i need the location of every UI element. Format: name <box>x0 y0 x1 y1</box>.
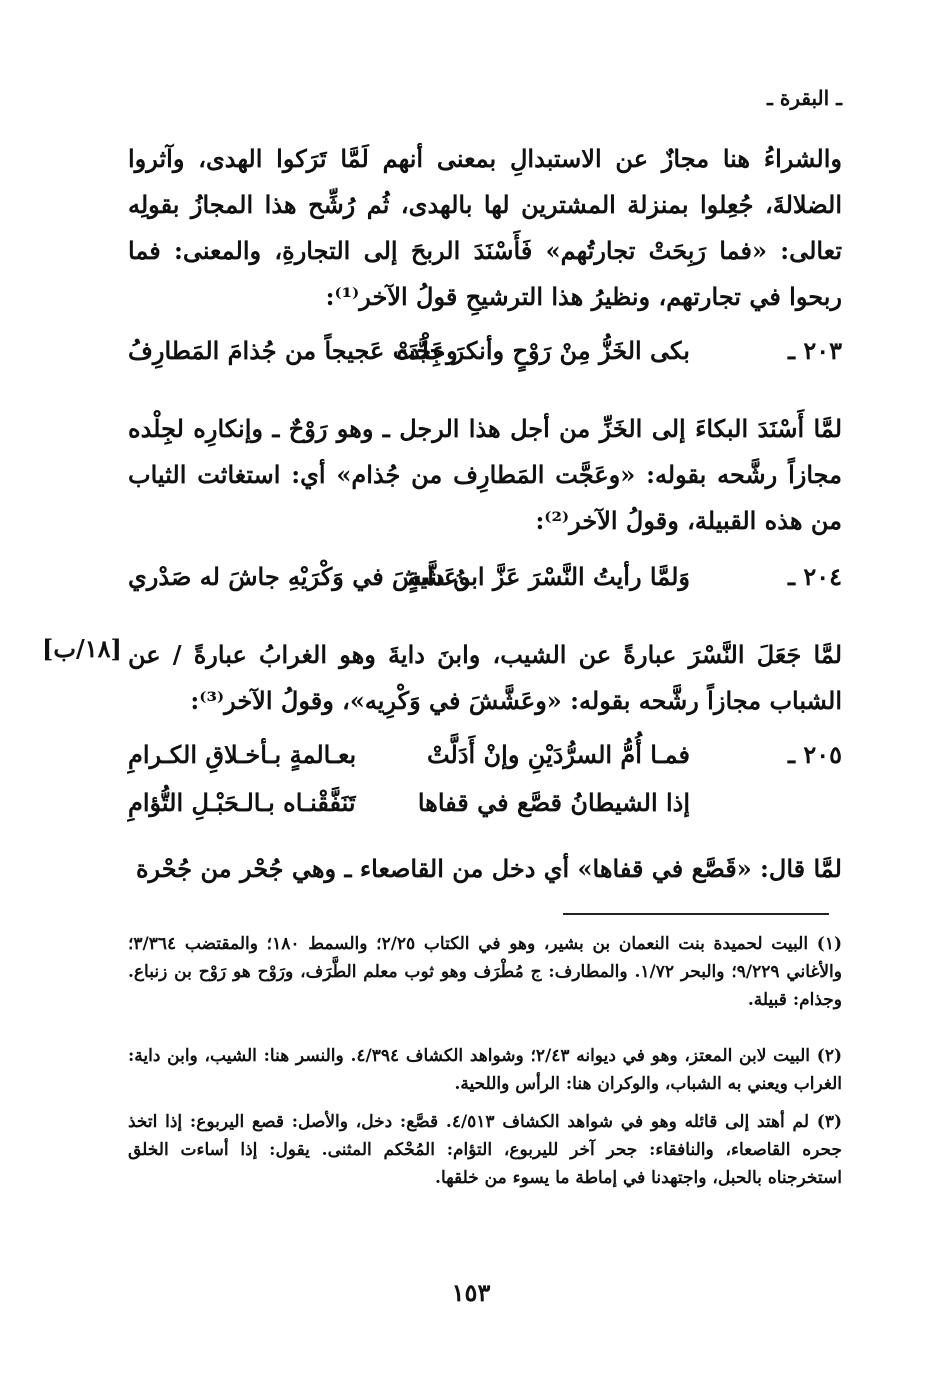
verse-hemistich-first: إذا الشيطانُ قصَّع في قفاها <box>417 788 690 817</box>
paragraph-1 <box>128 136 842 320</box>
paragraph-text: لمَّا جَعَلَ النَّسْرَ عبارةً عن الشيب، وابنَ دايةَ وهو الغرابُ عبارةً / عن الشباب مجازاً رشَّحه بقوله: «وعَشَّشَ في وَكْرِيه»، وقولُ الآخر⁽³⁾: <box>128 640 842 715</box>
verse-hemistich-second: وعَشَّشَ في وَكْرَيْهِ جاشَ له صَدْري <box>128 562 470 591</box>
paragraph-text: لمَّا قال: «قَصَّع في قفاها» أي دخل من القاصعاء ـ وهي جُحْر من جُحْرة <box>135 854 842 883</box>
paragraph-text: والشراءُ هنا مجازٌ عن الاستبدالِ بمعنى أنهم لَمَّا تَرَكوا الهدى، وآثروا الضلالةَ، جُعِلوا بمنزلة المشترين لها بالهدى، ثُم رُشِّح هذا المجازُ بقولِه تعالى: «فما رَبِحَتْ تجارتُهم» فَأَسْنَدَ الربحَ إلى التجارةِ، والمعنى: فما ربحوا في تجارتهم، ونظيرُ هذا الترشيحِ قولُ الآخر⁽¹⁾: <box>128 144 842 311</box>
footnote-text: (٣) لم أهتد إلى قائله وهو في شواهد الكشاف ٤/٥١٣. قصَّع: دخل، والأصل: قصع اليربوع: إذا اتخذ جحره القاصعاء، والنافقاء: جحر آخر لليربوع، التؤام: المُحْكم المثنى. يقول: إذا أساءت الخلق استخرجناه بالحبل، واجتهدنا في إماطة ما يسوء من خلقها. <box>128 1112 843 1188</box>
verse-hemistich-second: وعَجَّتْ عَجيجاً من جُذامَ المَطارِفُ <box>128 336 458 365</box>
footnote-text: (١) البيت لحميدة بنت النعمان بن بشير، وهو في الكتاب ٢/٢٥؛ والسمط ١٨٠؛ والمقتضب ٣/٣٦٤؛ والأغاني ٩/٢٢٩؛ والبحر ١/٧٢. والمطارف: ج مُطْرَف وهو ثوب معلم الطَّرَف، ورَوْح هو رَوْح بن زنباع. وجذام: قبيلة. <box>128 934 843 1010</box>
verse-number: ٢٠٥ ـ <box>787 740 842 769</box>
verse-204 <box>128 562 842 602</box>
verse-203 <box>128 336 842 376</box>
verse-205-line-2 <box>128 788 842 828</box>
verse-hemistich-first: وَلمَّا رأيتُ النَّسْرَ عَزَّ ابنُ دايةٍ <box>407 562 690 591</box>
paragraph-text: لمَّا أَسْنَدَ البكاءَ إلى الخَزِّ من أجل هذا الرجل ـ وهو رَوْحٌ ـ وإنكارِه لجِلْده مجازاً رشَّحه بقوله: «وعَجَّت المَطارِف من جُذام» أي: استغاثت الثياب من هذه القبيلة، وقولُ الآخر⁽²⁾: <box>128 414 842 535</box>
paragraph-3 <box>128 632 842 724</box>
paragraph-2 <box>128 406 842 544</box>
page-number: ١٥٣ <box>451 1278 491 1307</box>
verse-hemistich-first: فمـا أُمُّ السرُّدَيْنِ وإنْ أَدَلَّتْ <box>426 740 690 769</box>
footnote-1 <box>128 930 842 1014</box>
running-header: ـ البقرة ـ <box>767 86 842 110</box>
footnote-separator <box>563 913 829 915</box>
verse-205 <box>128 740 842 780</box>
verse-hemistich-second: بعـالمةٍ بـأخـلاقِ الكـرامِ <box>128 740 357 769</box>
verse-hemistich-first: بكى الخَزُّ مِنْ رَوْحٍ وأنكرَ جِلْدَه <box>396 336 690 365</box>
verse-number: ٢٠٤ ـ <box>787 562 842 591</box>
manuscript-folio-marker: [١٨/ب] <box>42 634 122 663</box>
footnote-text: (٢) البيت لابن المعتز، وهو في ديوانه ٢/٤٣؛ وشواهد الكشاف ٤/٣٩٤. والنسر هنا: الشيب، وابن داية: الغراب ويعني به الشباب، والوكران هنا: الرأس واللحية. <box>128 1046 842 1094</box>
verse-number: ٢٠٣ ـ <box>787 336 842 365</box>
verse-hemistich-second: تَنَفَّقْنـاه بـالـحَبْـلِ التُّؤامِ <box>128 788 356 817</box>
footnote-2 <box>128 1042 842 1098</box>
paragraph-4 <box>128 846 842 892</box>
footnote-3 <box>128 1108 842 1192</box>
